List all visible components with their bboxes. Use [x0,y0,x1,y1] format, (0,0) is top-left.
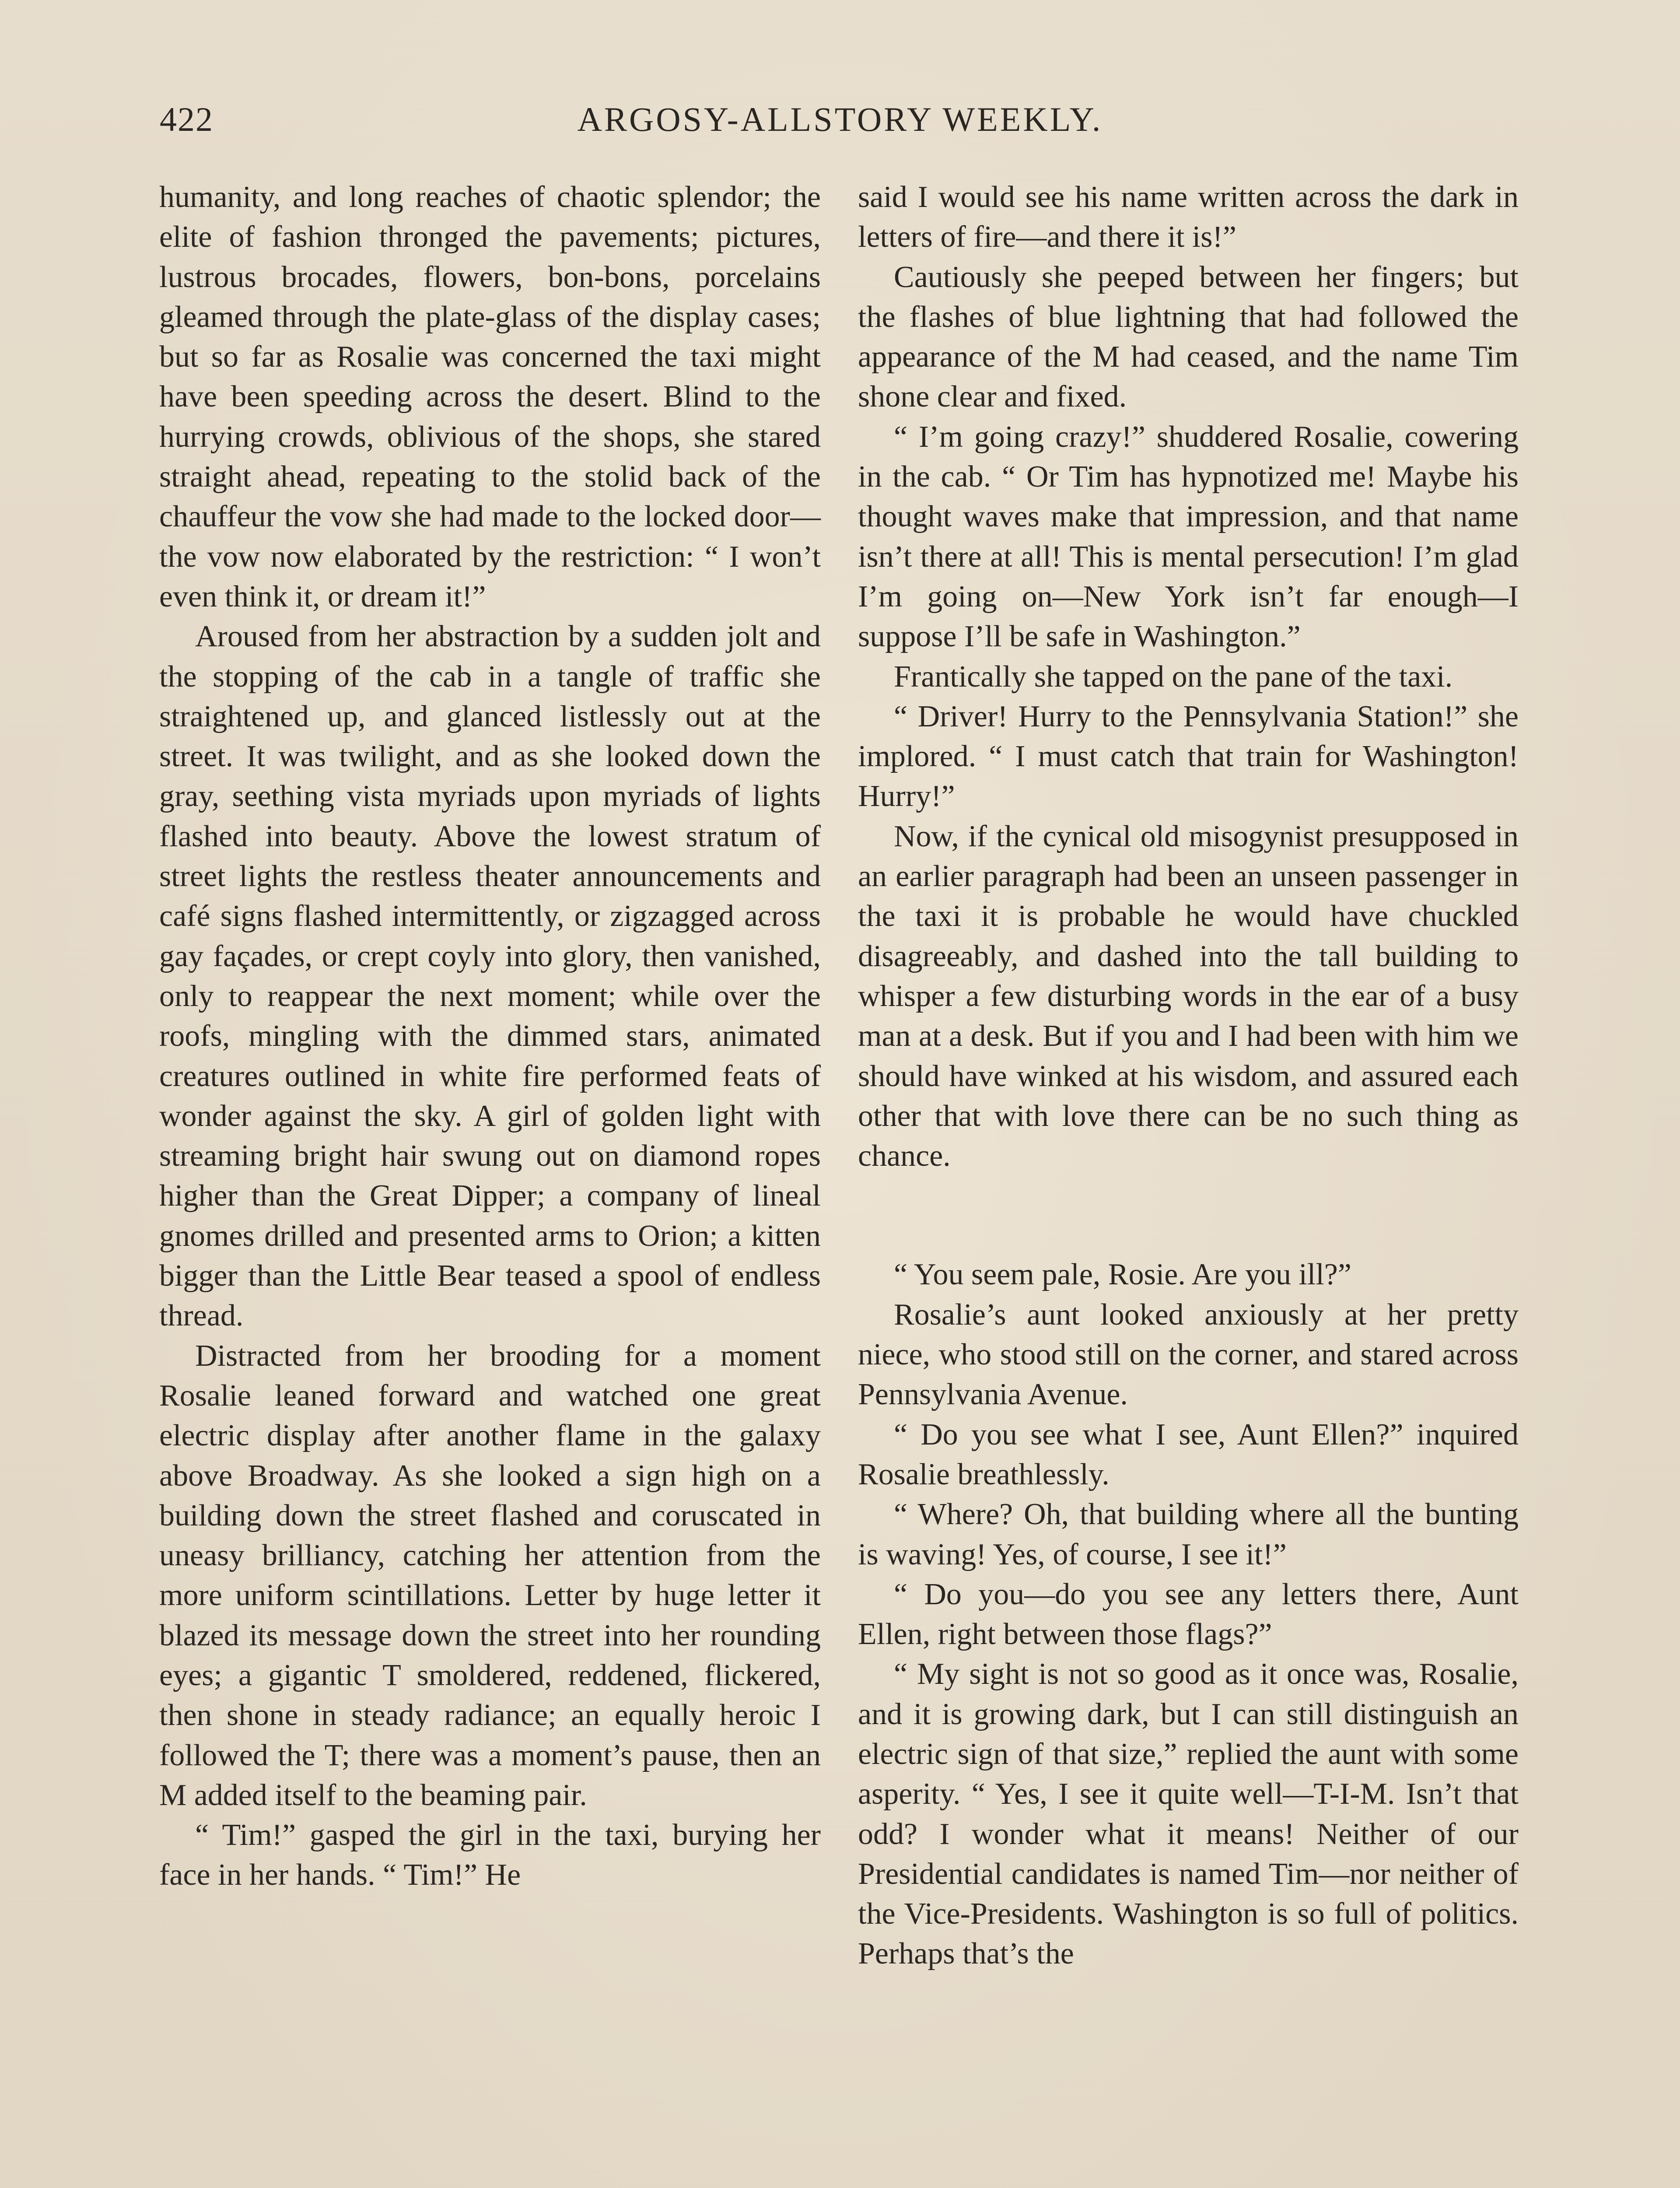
paragraph: “ Driver! Hurry to the Pennsylvania Station!” she implored. “ I must catch that train for Washington! Hurry!” [858,699,1519,813]
paragraph: “ Do you see what I see, Aunt Ellen?” inquired Rosalie breathlessly. [858,1417,1519,1491]
paragraph: “ My sight is not so good as it once was, Rosalie, and it is growing dark, but I can still distinguish an electric sign of that size,” replied the aunt with some asperity. “ Yes, I see it quite well—T-I-M. Isn’t that odd? I wonder what it means! Neither of our Presidential candidates is named Tim—nor neither of the Vice-Presidents. Washington is so full of politics. Perhaps that’s the [858,1657,1519,1971]
paragraph: Frantically she tapped on the pane of the taxi. [894,659,1453,694]
paragraph: humanity, and long reaches of chaotic splendor; the elite of fashion thronged the pavements; pictures, lustrous brocades, flowers, bon-bons, porcelains gleamed through the plate-glass of the display cases; but so far as Rosalie was concerned the taxi might have been speeding across the desert. Blind to the hurrying crowds, oblivious of the shops, she stared straight ahead, repeating to the stolid back of the chauffeur the vow she had made to the locked door—the vow now elaborated by the restriction: “ I won’t even think it, or dream it!” [159,180,821,614]
paragraph: said I would see his name written across the dark in letters of fire—and there it is!” [858,180,1519,254]
paragraph: Rosalie’s aunt looked anxiously at her pretty niece, who stood still on the corner, and stared across Pennsylvania Avenue. [858,1297,1519,1412]
paragraph: “ Tim!” gasped the girl in the taxi, burying her face in her hands. “ Tim!” He [159,1818,821,1892]
paragraph: Distracted from her brooding for a moment Rosalie leaned forward and watched one great electric display after another flame in the galaxy above Broadway. As she looked a sign high on a building down the street flashed and coruscated in uneasy brilliancy, catching her attention from the more uniform scintillations. Letter by huge letter it blazed its message down the street into her rounding eyes; a gigantic T smoldered, reddened, flickered, then shone in steady radiance; an equally heroic I followed the T; there was a moment’s pause, then an M added itself to the beaming pair. [159,1339,821,1812]
section-break [858,1176,1519,1255]
running-head: ARGOSY-ALLSTORY WEEKLY. [577,100,1103,138]
paragraph: Aroused from her abstraction by a sudden jolt and the stopping of the cab in a tangle of traffic she straightened up, and glanced listlessly out at the street. It was twilight, and as she looked down the gray, seething vista myriads upon myriads of lights flashed into beauty. Above the lowest stratum of street lights the restless theater announcements and café signs flashed intermittently, or zigzagged across gay façades, or crept coyly into glory, then vanished, only to reappear the next moment; while over the roofs, mingling with the dimmed stars, animated creatures outlined in white fire performed feats of wonder against the sky. A girl of golden light with streaming bright hair swung out on diamond ropes higher than the Great Dipper; a company of lineal gnomes drilled and presented arms to Orion; a kitten bigger than the Little Bear teased a spool of endless thread. [159,620,821,1333]
paragraph: Now, if the cynical old misogynist presupposed in an earlier paragraph had been an unseen passenger in the taxi it is probable he would have chuckled disagreeably, and dashed into the tall building to whisper a few disturbing words in the ear of a busy man at a desk. But if you and I had been with him we should have winked at his wisdom, and assured each other that with love there can be no such thing as chance. [858,819,1519,1173]
right-column [858,177,1519,1974]
left-column [159,177,821,1895]
paragraph: “ Do you—do you see any letters there, Aunt Ellen, right between those flags?” [858,1577,1519,1652]
paragraph: Cautiously she peeped between her fingers; but the flashes of blue lightning that had followed the appearance of the M had ceased, and the name Tim shone clear and fixed. [858,260,1519,414]
paragraph: “ Where? Oh, that building where all the bunting is waving! Yes, of course, I see it!” [858,1497,1519,1571]
page-number: 422 [160,100,214,138]
paragraph: “ You seem pale, Rosie. Are you ill?” [894,1258,1351,1292]
paragraph: “ I’m going crazy!” shuddered Rosalie, cowering in the cab. “ Or Tim has hypnotized me! Maybe his thought waves make that impression, and that name isn’t there at all! This is mental persecution! I’m glad I’m going on—New York isn’t far enough—I suppose I’ll be safe in Washington.” [858,420,1519,654]
